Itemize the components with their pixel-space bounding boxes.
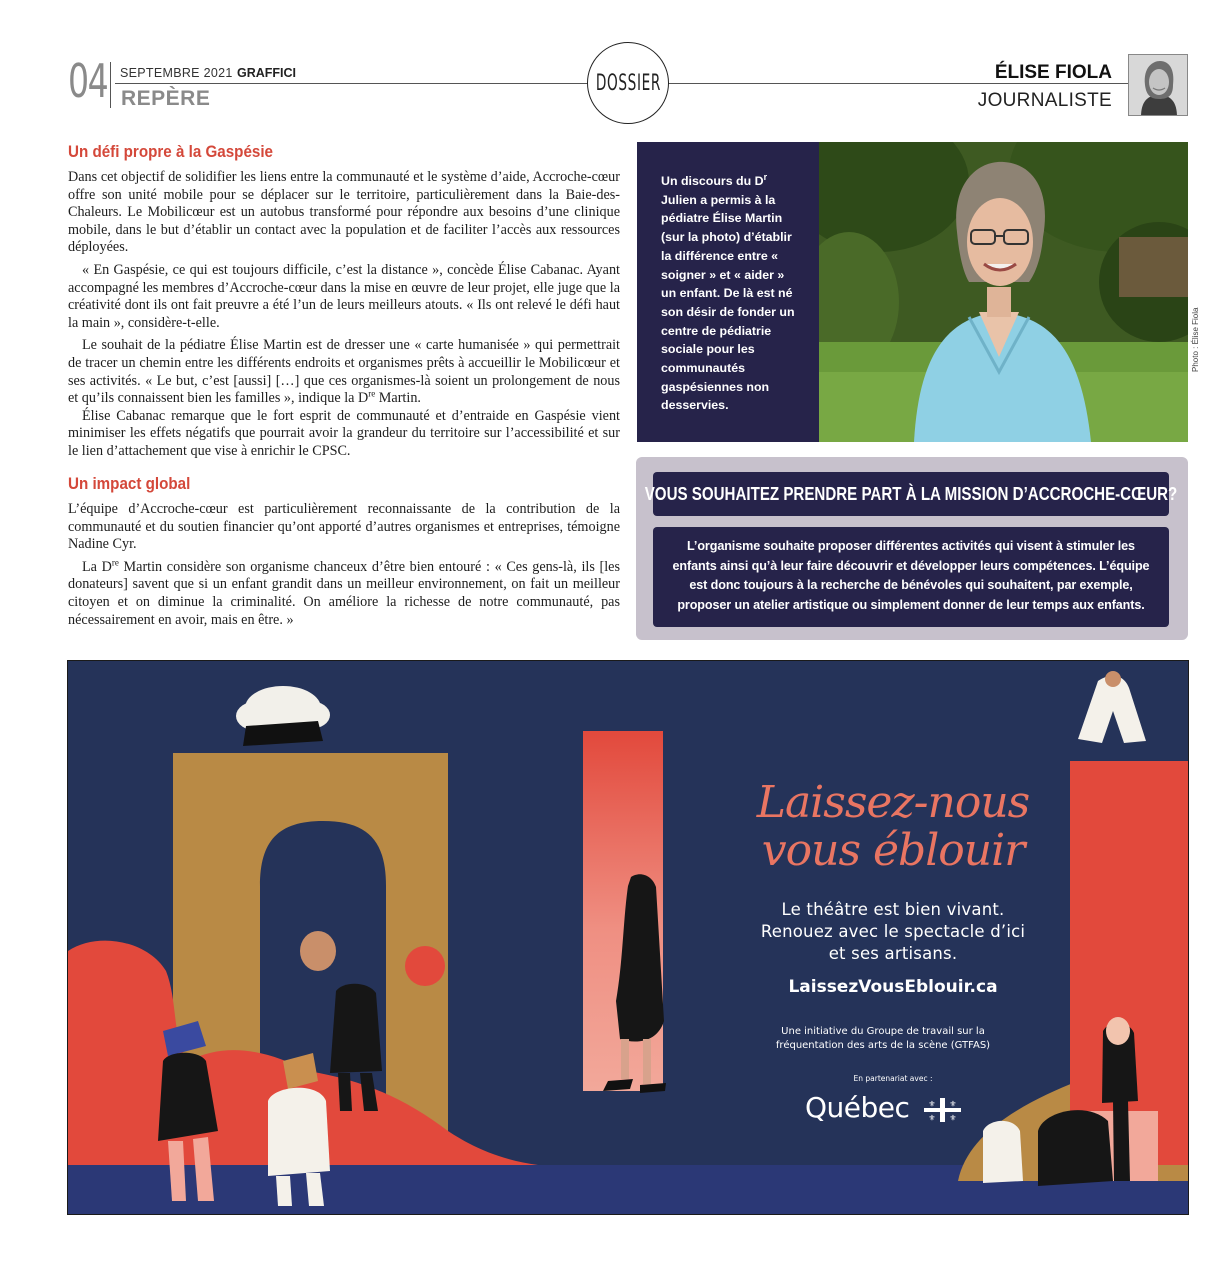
article-body-2 bbox=[68, 501, 620, 629]
section-heading: Un impact global bbox=[68, 475, 191, 493]
issue-date: SEPTEMBRE 2021 bbox=[120, 66, 233, 80]
svg-text:⚜: ⚜ bbox=[928, 1099, 936, 1109]
callout-body: L’organisme souhaite proposer différentes activités qui visent à stimuler les enfants ainsi qu’à leur faire découvrir et développer leurs compétences. L’équipe est donc toujours à la recherche de bénévoles qui souhaitent, par exemple, proposer un atelier artistique ou simplement donner de leur temps aux enfants. bbox=[672, 539, 1150, 612]
callout-title: VOUS SOUHAITEZ PRENDRE PART À LA MISSION D’ACCROCHE-CŒUR? bbox=[644, 483, 1178, 504]
ad-headline-line: Laissez-nous bbox=[756, 777, 1030, 828]
author-portrait bbox=[1128, 54, 1188, 116]
superscript: re bbox=[111, 557, 119, 568]
paragraph bbox=[68, 559, 620, 629]
paragraph-text: Martin considère son organisme chanceux d’être bien entouré : « Ces gens-là, ils [les donateurs] savent que si un enfant grandit dans un meilleur environnement, on fait un meilleur citoyen et on diminue la criminalité. On améliore la richesse de notre communauté, pas nécessairement en avoir, mais en être. » bbox=[68, 558, 620, 628]
superscript: r bbox=[763, 171, 768, 182]
ad-partner-label: En partenariat avec : bbox=[853, 1074, 933, 1083]
paragraph-text: La D bbox=[82, 558, 112, 575]
ad-subtitle-line: Le théâtre est bien vivant. bbox=[781, 900, 1005, 919]
dossier-badge bbox=[587, 42, 669, 124]
header-divider bbox=[110, 62, 111, 108]
author-role: JOURNALISTE bbox=[977, 90, 1112, 111]
page-number: 04 bbox=[68, 54, 108, 108]
ad-subtitle-line: et ses artisans. bbox=[828, 944, 958, 963]
caption-text: Julien a permis à la pédiatre Élise Martin (sur la photo) d’établir la différence entre « soigner » et « aider » un enfant. De là est né son désir de fonder un centre de pédiatrie sociale pour les communautés gaspésiennes non desservies. bbox=[661, 192, 795, 413]
paragraph bbox=[68, 337, 620, 407]
superscript: re bbox=[368, 388, 376, 399]
volunteer-callout bbox=[636, 457, 1188, 640]
callout-body-box bbox=[653, 527, 1169, 627]
ad-headline bbox=[708, 779, 1078, 875]
article-section-2 bbox=[68, 475, 620, 494]
svg-text:⚜: ⚜ bbox=[949, 1099, 957, 1109]
ad-initiative-line: Une initiative du Groupe de travail sur la bbox=[781, 1026, 985, 1037]
article-body-1 bbox=[68, 169, 620, 461]
section-name: REPÈRE bbox=[121, 87, 211, 110]
paragraph: Dans cet objectif de solidifier les liens entre la communauté et le système d’aide, Accroche-cœur offre son unité mobile pour se déplacer sur le territoire, particulièrement dans la Baie-des-Chaleurs. Le Mobilicœur est un autobus transformé pour répondre aux besoins d’une clinique mobile, dans le but d’établir un contact avec la population et de faciliter l’accès aux ressources déployées. bbox=[68, 169, 620, 256]
author-name: ÉLISE FIOLA bbox=[994, 62, 1112, 83]
quebec-flag-icon bbox=[924, 1098, 961, 1122]
ad-headline-line: vous éblouir bbox=[761, 825, 1025, 876]
photo-credit: Photo : Élise Fiola bbox=[1191, 307, 1200, 372]
ad-subtitle bbox=[758, 899, 1028, 965]
paragraph: L’équipe d’Accroche-cœur est particulièrement reconnaissante de la contribution de la communauté et du soutien financier qu’ont apporté d’autres organismes et entreprises, témoigne Nadine Cyr. bbox=[68, 501, 620, 553]
ad-initiative bbox=[728, 1025, 1038, 1053]
quebec-logo-text: Québec bbox=[805, 1091, 910, 1124]
svg-text:⚜: ⚜ bbox=[949, 1113, 957, 1122]
photo-caption bbox=[661, 172, 801, 415]
photo-caption-box bbox=[637, 142, 819, 442]
paragraph-text: Martin. bbox=[375, 390, 421, 407]
article-section-1 bbox=[68, 143, 620, 162]
svg-text:⚜: ⚜ bbox=[928, 1113, 936, 1122]
section-heading: Un défi propre à la Gaspésie bbox=[68, 143, 274, 161]
ad-subtitle-line: Renouez avec le spectacle d’ici bbox=[760, 922, 1026, 941]
portrait-photo bbox=[819, 142, 1188, 442]
theatre-advertisement bbox=[67, 660, 1189, 1215]
caption-text: Un discours du D bbox=[661, 174, 764, 188]
paragraph: « En Gaspésie, ce qui est toujours difficile, c’est la distance », concède Élise Cabanac. Ayant accompagné les membres d’Accroche-cœur dans la mise en œuvre de leur projet, elle juge que la créativité dont ils ont fait preuvre a été l’un de leurs meilleurs atouts. « Ils ont relevé le défi haut la main », considère-t-elle. bbox=[68, 261, 620, 331]
dossier-badge-label: DOSSIER bbox=[595, 70, 661, 96]
publication-name: GRAFFICI bbox=[237, 66, 297, 80]
ad-website-link[interactable]: LaissezVousEblouir.ca bbox=[788, 977, 998, 997]
ad-initiative-line: fréquentation des arts de la scène (GTFAS) bbox=[775, 1040, 991, 1051]
callout-title-bar bbox=[644, 472, 1178, 516]
paragraph: Élise Cabanac remarque que le fort esprit de communauté et d’entraide en Gaspésie vient minimiser les effets négatifs que pourrait avoir la grandeur du territoire sur l’accessibilité et sur le lien d’attachement que vise à enrichir le CPSC. bbox=[68, 407, 620, 459]
paragraph-text: Le souhait de la pédiatre Élise Martin est de dresser une « carte humanisée » qui permettrait de tracer un chemin entre les différents endroits et organismes prêts à accueillir le Mobilicœur et ses activités. « Le but, c’est [aussi] […] que ces organismes-là soient un prolongement de nous et qu’ils connaissent bien les familles », indique la D bbox=[68, 337, 620, 407]
